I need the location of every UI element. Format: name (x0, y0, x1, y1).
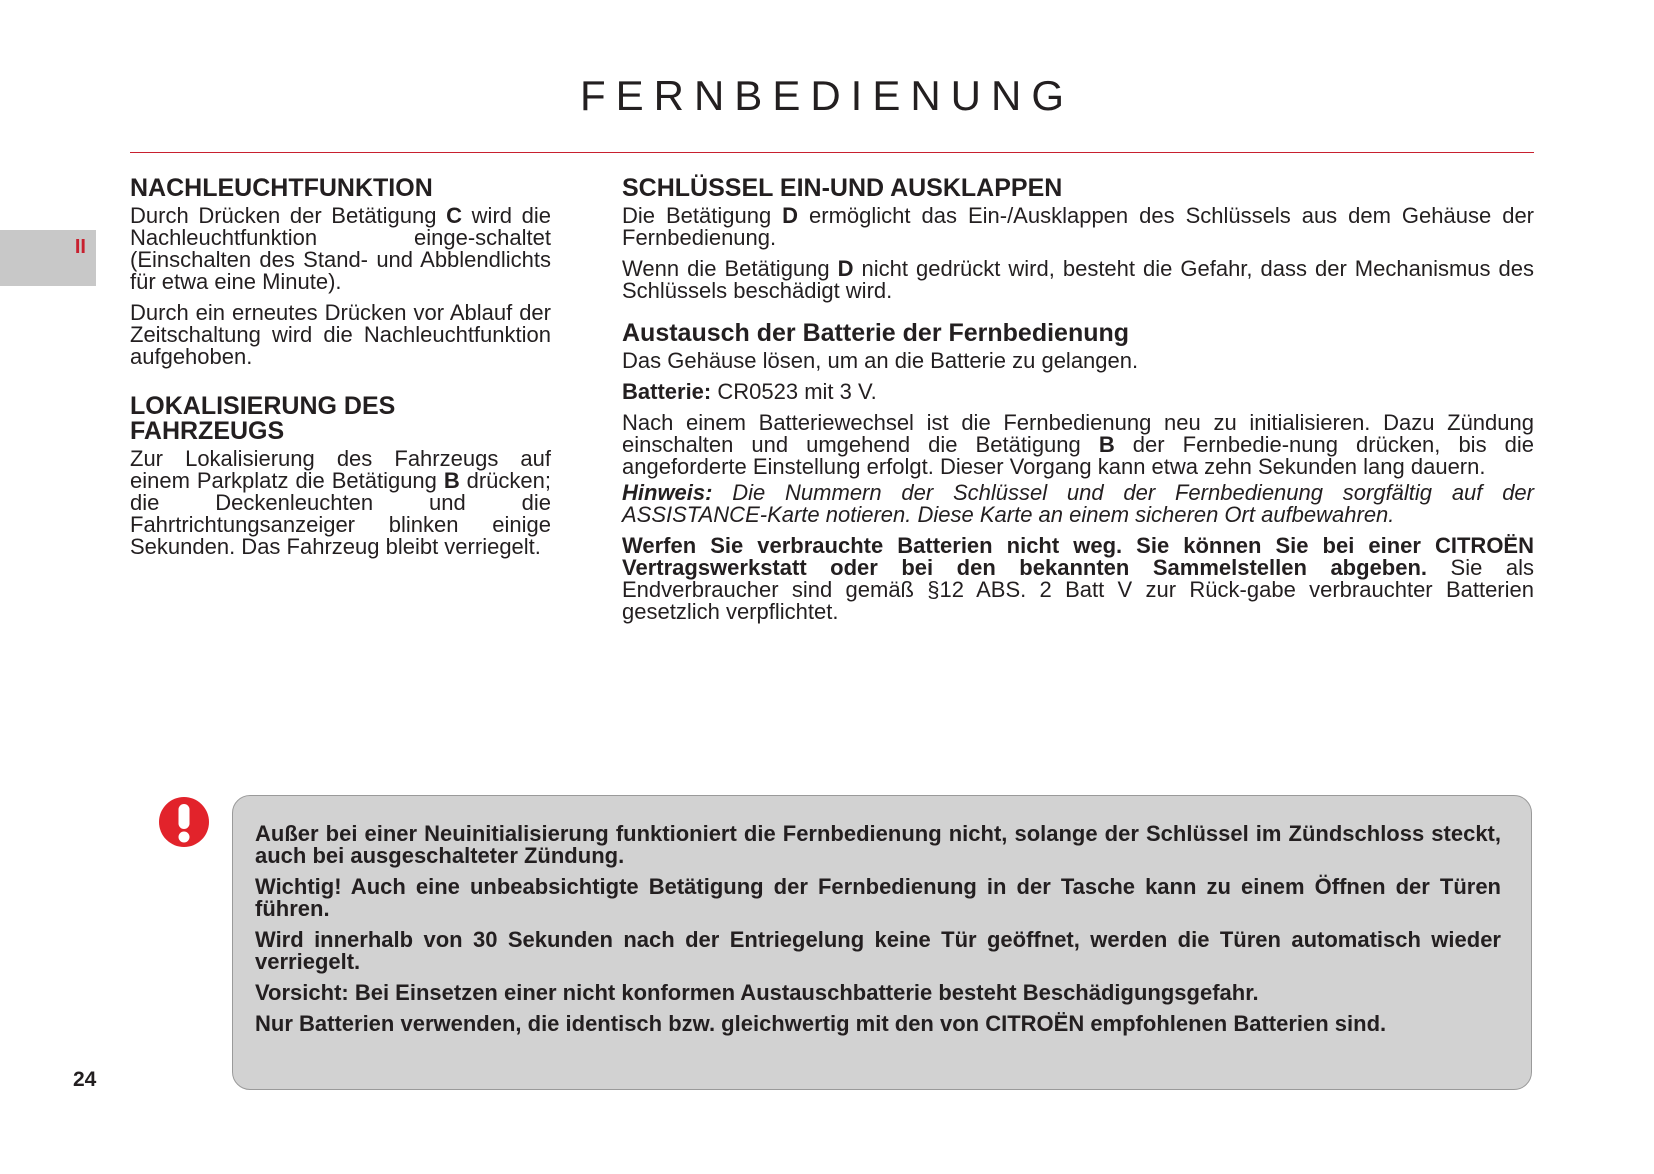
warning-text: Wird innerhalb von 30 Sekunden nach der Entriegelung keine Tür geöffnet, werden die Türen automatisch wieder verriegelt. (255, 927, 1501, 974)
paragraph (130, 448, 551, 558)
warning-box (232, 795, 1532, 1090)
paragraph (622, 381, 1534, 403)
text: drücken; die Deckenleuchten und die Fahrtrichtungsanzeiger blinken einige Sekunden. Das Fahrzeug bleibt verriegelt. (130, 468, 551, 559)
paragraph: Das Gehäuse lösen, um an die Batterie zu gelangen. (622, 348, 1139, 373)
text: Sie als Endverbraucher sind gemäß §12 ABS. 2 Batt V zur Rück-gabe verbrauchter Batterien gesetzlich verpflichtet. (622, 555, 1534, 624)
warning-text: Nur Batterien verwenden, die identisch bzw. gleichwertig mit den von CITROËN empfohlenen Batterien sind. (255, 1011, 1387, 1036)
title-divider (130, 152, 1534, 153)
battery-value: CR0523 mit 3 V. (711, 379, 877, 404)
battery-label: Batterie: (622, 379, 712, 404)
section-title-batterie: Austausch der Batterie der Fernbedienung (622, 319, 1130, 347)
section-title-schluessel: SCHLÜSSEL EIN-UND AUSKLAPPEN (622, 174, 1063, 202)
control-label: D (837, 256, 854, 281)
section-title-lokalisierung: LOKALISIERUNG DES FAHRZEUGS (130, 392, 396, 445)
text: der Fernbedie-nung drücken, bis die angeforderte Einstellung erfolgt. Dieser Vorgang kann etwa zehn Sekunden lang dauern. (622, 432, 1534, 479)
text: Durch Drücken der Betätigung (130, 203, 447, 228)
note-paragraph (622, 482, 1534, 526)
right-column (622, 176, 1534, 632)
control-label: D (782, 203, 799, 228)
text: Die Betätigung (622, 203, 783, 228)
control-label: C (446, 203, 463, 228)
text: Nach einem Batteriewechsel ist die Fernbedienung neu zu initialisieren. Dazu Zündung einschalten und umgehend die Betätigung (622, 410, 1534, 457)
note-text: Die Nummern der Schlüssel und der Fernbedienung sorgfältig auf der ASSISTANCE-Karte notieren. Diese Karte an einem sicheren Ort aufbewahren. (622, 480, 1534, 527)
bold-text: Werfen Sie verbrauchte Batterien nicht weg. Sie können Sie bei einer CITROËN Vertragswerkstatt oder bei den bekannten Sammelstellen abgeben. (622, 533, 1534, 580)
left-column (130, 176, 551, 567)
control-label: B (443, 468, 460, 493)
paragraph: Durch ein erneutes Drücken vor Ablauf der Zeitschaltung wird die Nachleuchtfunktion aufgehoben. (130, 300, 551, 369)
page-title: FERNBEDIENUNG (579, 72, 1075, 119)
text: nicht gedrückt wird, besteht die Gefahr, dass der Mechanismus des Schlüssels beschädigt wird. (622, 256, 1534, 303)
text: Wenn die Betätigung (622, 256, 838, 281)
text: wird die Nachleuchtfunktion einge-schaltet (Einschalten des Stand- und Abblendlichts für etwa eine Minute). (130, 203, 551, 294)
section-title-nachleucht: NACHLEUCHTFUNKTION (130, 174, 433, 202)
exclamation-icon (158, 796, 210, 848)
paragraph (622, 535, 1534, 623)
control-label: B (1098, 432, 1115, 457)
paragraph (130, 205, 551, 293)
chapter-number: II (74, 236, 86, 258)
paragraph (622, 258, 1534, 302)
warning-text: Vorsicht: Bei Einsetzen einer nicht konformen Austauschbatterie besteht Beschädigungsgefahr. (255, 980, 1259, 1005)
note-label: Hinweis: (622, 480, 713, 505)
chapter-tab (0, 230, 96, 286)
text: Zur Lokalisierung des Fahrzeugs auf einem Parkplatz die Betätigung (130, 446, 551, 493)
warning-text: Außer bei einer Neuinitialisierung funktioniert die Fernbedienung nicht, solange der Schlüssel im Zündschloss steckt, auch bei ausgeschalteter Zündung. (255, 821, 1501, 868)
warning-text: Wichtig! Auch eine unbeabsichtigte Betätigung der Fernbedienung in der Tasche kann zu einem Öffnen der Türen führen. (255, 874, 1501, 921)
text: ermöglicht das Ein-/Ausklappen des Schlüssels aus dem Gehäuse der Fernbedienung. (622, 203, 1534, 250)
paragraph (622, 412, 1534, 478)
paragraph (622, 205, 1534, 249)
page-number: 24 (73, 1068, 97, 1091)
